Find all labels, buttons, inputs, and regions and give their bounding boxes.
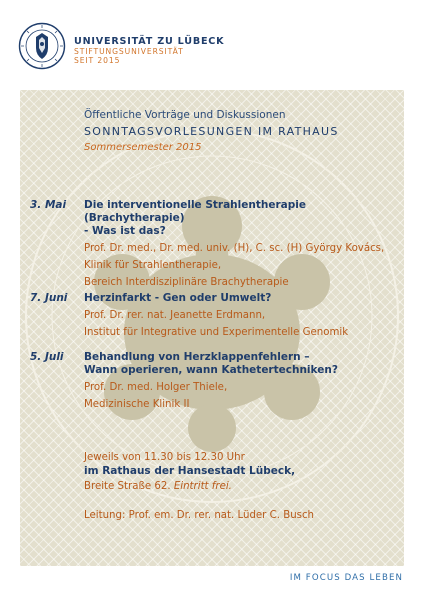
lecture-date: 3. Mai bbox=[30, 199, 67, 211]
lecture-speaker: Institut für Integrative und Experimentelle Genomik bbox=[84, 327, 349, 338]
content-panel bbox=[20, 90, 404, 566]
lecture-speaker: Bereich Interdisziplinäre Brachytherapie bbox=[84, 277, 289, 288]
lecture-speaker: Prof. Dr. med., Dr. med. univ. (H), C. sc. (H) György Kovács, bbox=[84, 243, 385, 254]
event-info bbox=[84, 451, 396, 521]
semester-label: Sommersemester 2015 bbox=[84, 142, 202, 153]
lecture-title: - Was ist das? bbox=[84, 225, 166, 237]
lecture-title: Herzinfarkt - Gen oder Umwelt? bbox=[84, 292, 272, 304]
foundation-label: STIFTUNGSUNIVERSITÄT bbox=[74, 47, 184, 56]
intro-line: Öffentliche Vorträge und Diskussionen bbox=[84, 109, 286, 121]
lecture-speaker: Klinik für Strahlentherapie, bbox=[84, 260, 222, 271]
lecture-speaker: Medizinische Klinik II bbox=[84, 399, 190, 410]
lecture-speaker: Prof. Dr. med. Holger Thiele, bbox=[84, 382, 228, 393]
lecture-date: 7. Juni bbox=[30, 292, 68, 304]
event-time: Jeweils von 11.30 bis 12.30 Uhr bbox=[84, 452, 245, 463]
series-lead: Leitung: Prof. em. Dr. rer. nat. Lüder C. Busch bbox=[84, 510, 315, 521]
event-address bbox=[84, 478, 396, 496]
intro-block bbox=[84, 109, 339, 153]
event-venue: im Rathaus der Hansestadt Lübeck, bbox=[84, 465, 296, 477]
tagline: IM FOCUS DAS LEBEN bbox=[289, 573, 403, 583]
university-name: UNIVERSITÄT ZU LÜBECK bbox=[74, 36, 225, 47]
university-seal-logo bbox=[18, 22, 66, 70]
series-title: SONNTAGSVORLESUNGEN IM RATHAUS bbox=[84, 125, 339, 138]
free-entry-note: Eintritt frei. bbox=[173, 481, 232, 492]
university-wordmark bbox=[74, 36, 224, 65]
lecture-date: 5. Juli bbox=[30, 351, 64, 363]
lecture-title: Behandlung von Herzklappenfehlern – bbox=[84, 351, 310, 363]
street-address: Breite Straße 62. bbox=[84, 481, 171, 492]
lecture-title: Wann operieren, wann Kathetertechniken? bbox=[84, 364, 338, 376]
lecture-title: Die interventionelle Strahlentherapie (Brachytherapie) bbox=[84, 199, 306, 224]
lecture-speaker: Prof. Dr. rer. nat. Jeanette Erdmann, bbox=[84, 310, 266, 321]
since-label: SEIT 2015 bbox=[74, 56, 121, 65]
